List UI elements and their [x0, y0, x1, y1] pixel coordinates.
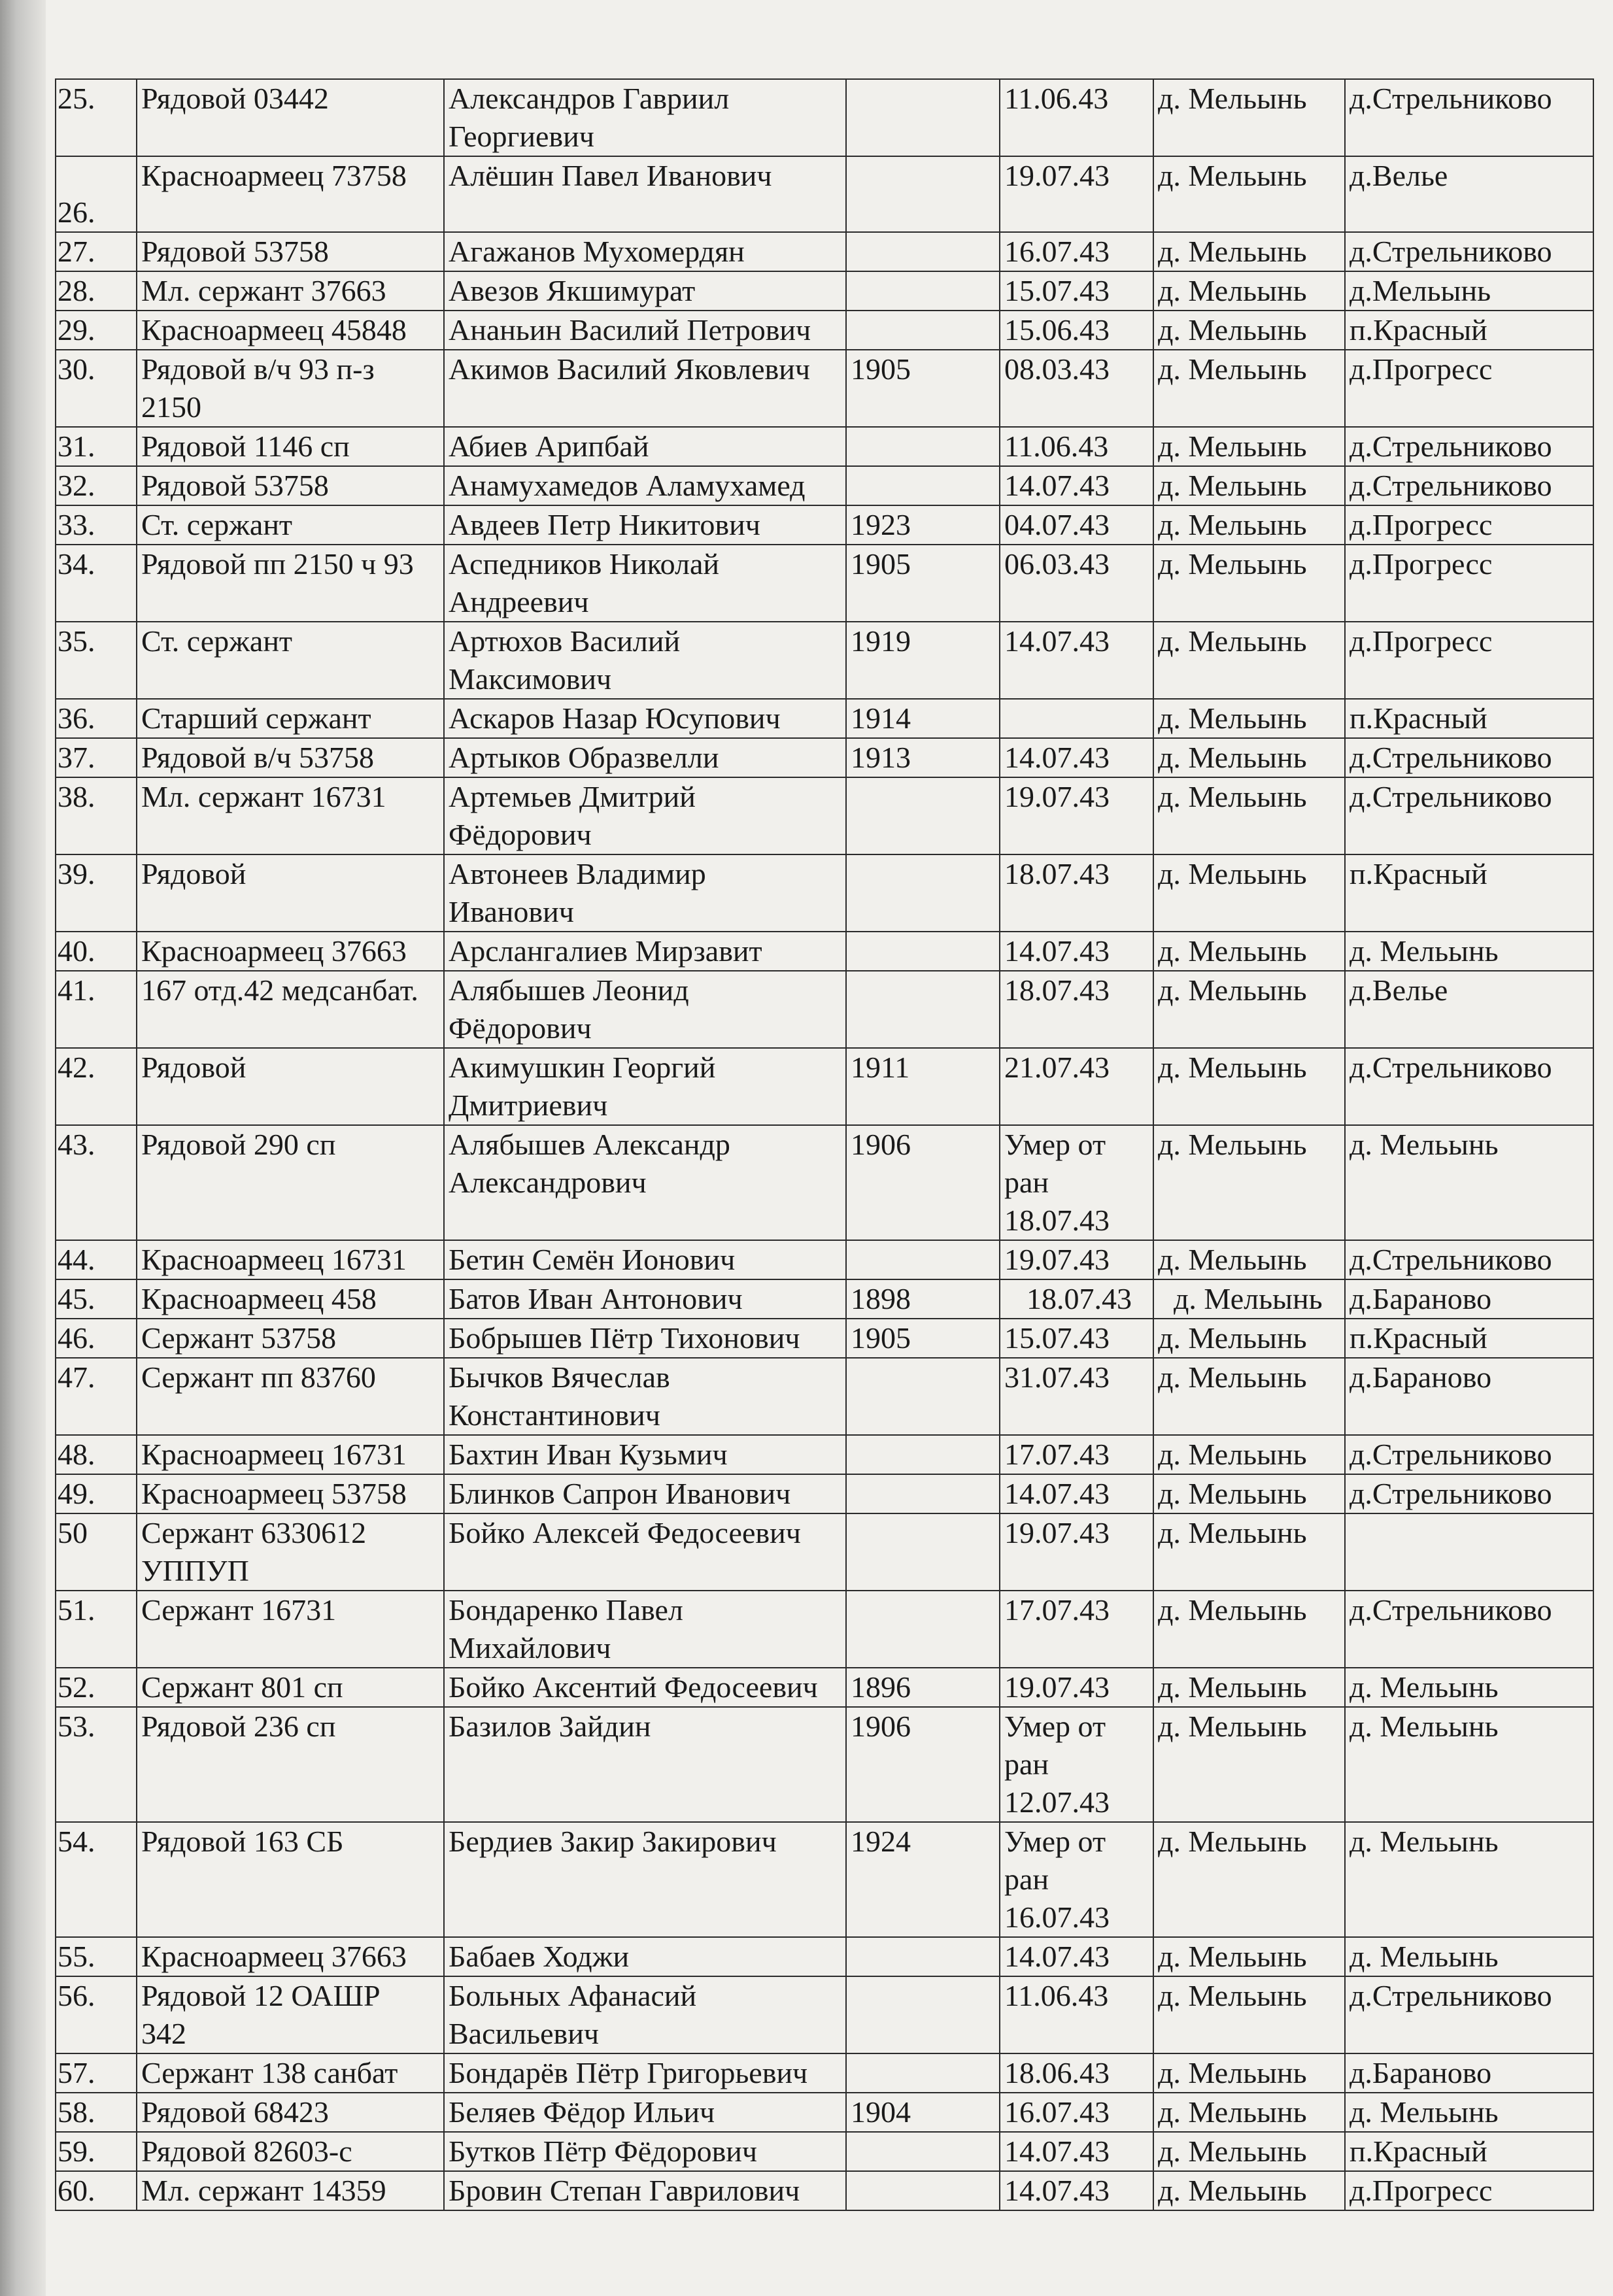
cell-burial-place: д.Прогресс — [1345, 622, 1593, 699]
cell-death-date: 17.07.43 — [1000, 1591, 1153, 1668]
cell-death-place: д. Мельынь — [1153, 1358, 1345, 1435]
cell-death-place: д. Мельынь — [1153, 2132, 1345, 2171]
cell-death-place: д. Мельынь — [1153, 2093, 1345, 2132]
cell-full-name: Аспедников Николай Андреевич — [444, 545, 846, 622]
table-row — [56, 1937, 1593, 1976]
cell-full-name: Аскаров Назар Юсупович — [444, 699, 846, 738]
cell-full-name: Блинков Сапрон Иванович — [444, 1474, 846, 1513]
cell-death-date: 06.03.43 — [1000, 545, 1153, 622]
cell-death-place: д. Мельынь — [1153, 738, 1345, 777]
cell-full-name: Бетин Семён Ионович — [444, 1240, 846, 1279]
table-row — [56, 1240, 1593, 1279]
cell-rank-unit: Красноармеец 53758 — [137, 1474, 444, 1513]
cell-burial-place: д.Прогресс — [1345, 350, 1593, 427]
cell-full-name: Агажанов Мухомердян — [444, 232, 846, 271]
table-row — [56, 271, 1593, 311]
table-row — [56, 699, 1593, 738]
cell-rank-unit: Красноармеец 73758 — [137, 156, 444, 232]
cell-birth-year — [846, 156, 1000, 232]
cell-row-number: 58. — [56, 2093, 137, 2132]
cell-row-number: 56. — [56, 1976, 137, 2053]
cell-birth-year: 1911 — [846, 1048, 1000, 1125]
cell-rank-unit: Рядовой 53758 — [137, 466, 444, 505]
cell-birth-year — [846, 1937, 1000, 1976]
cell-rank-unit: Красноармеец 45848 — [137, 311, 444, 350]
cell-birth-year — [846, 932, 1000, 971]
cell-row-number: 49. — [56, 1474, 137, 1513]
cell-burial-place: п.Красный — [1345, 311, 1593, 350]
table-row — [56, 1435, 1593, 1474]
cell-death-place: д. Мельынь — [1153, 1435, 1345, 1474]
table-body — [56, 79, 1593, 2210]
cell-death-place: д. Мельынь — [1153, 2053, 1345, 2093]
cell-rank-unit: Рядовой в/ч 93 п-з 2150 — [137, 350, 444, 427]
cell-rank-unit: Рядовой 163 СБ — [137, 1822, 444, 1937]
cell-row-number: 43. — [56, 1125, 137, 1240]
cell-row-number: 51. — [56, 1591, 137, 1668]
cell-rank-unit: Мл. сержант 16731 — [137, 777, 444, 854]
table-row — [56, 79, 1593, 156]
cell-burial-place: д.Стрельниково — [1345, 1435, 1593, 1474]
cell-full-name: Базилов Зайдин — [444, 1707, 846, 1822]
cell-rank-unit: Рядовой — [137, 1048, 444, 1125]
cell-death-date: 14.07.43 — [1000, 622, 1153, 699]
cell-death-date: 14.07.43 — [1000, 2171, 1153, 2210]
cell-birth-year — [846, 777, 1000, 854]
table-row — [56, 545, 1593, 622]
cell-rank-unit: Ст. сержант — [137, 505, 444, 545]
cell-row-number: 57. — [56, 2053, 137, 2093]
cell-death-date: 15.07.43 — [1000, 1319, 1153, 1358]
cell-burial-place: д.Стрельниково — [1345, 738, 1593, 777]
cell-rank-unit: Мл. сержант 14359 — [137, 2171, 444, 2210]
cell-row-number: 39. — [56, 854, 137, 932]
cell-birth-year: 1914 — [846, 699, 1000, 738]
cell-birth-year — [846, 1240, 1000, 1279]
cell-birth-year — [846, 427, 1000, 466]
cell-full-name: Бобрышев Пётр Тихонович — [444, 1319, 846, 1358]
cell-row-number: 32. — [56, 466, 137, 505]
cell-burial-place: д.Прогресс — [1345, 545, 1593, 622]
cell-rank-unit: Сержант пп 83760 — [137, 1358, 444, 1435]
cell-full-name: Бутков Пётр Фёдорович — [444, 2132, 846, 2171]
table-row — [56, 505, 1593, 545]
table-row — [56, 854, 1593, 932]
cell-death-date: 15.06.43 — [1000, 311, 1153, 350]
table-row — [56, 2093, 1593, 2132]
table-row — [56, 1474, 1593, 1513]
cell-death-place: д. Мельынь — [1153, 156, 1345, 232]
burial-list-page — [55, 78, 1593, 2211]
cell-death-place: д. Мельынь — [1153, 777, 1345, 854]
cell-death-place: д. Мельынь — [1153, 1513, 1345, 1591]
cell-row-number: 50 — [56, 1513, 137, 1591]
cell-burial-place: д. Мельынь — [1345, 1125, 1593, 1240]
cell-burial-place: д.Стрельниково — [1345, 1474, 1593, 1513]
cell-death-place: д. Мельынь — [1153, 2171, 1345, 2210]
cell-row-number: 26. — [56, 156, 137, 232]
cell-birth-year — [846, 854, 1000, 932]
cell-row-number: 45. — [56, 1279, 137, 1319]
cell-rank-unit: Рядовой в/ч 53758 — [137, 738, 444, 777]
cell-birth-year — [846, 2171, 1000, 2210]
table-row — [56, 738, 1593, 777]
cell-burial-place: д.Бараново — [1345, 1358, 1593, 1435]
cell-birth-year — [846, 1474, 1000, 1513]
cell-rank-unit: Рядовой 12 ОАШР 342 — [137, 1976, 444, 2053]
cell-birth-year — [846, 1976, 1000, 2053]
cell-birth-year: 1906 — [846, 1125, 1000, 1240]
cell-death-date: Умер от ран 16.07.43 — [1000, 1822, 1153, 1937]
cell-full-name: Акимушкин Георгий Дмитриевич — [444, 1048, 846, 1125]
cell-death-place: д. Мельынь — [1153, 1976, 1345, 2053]
cell-death-place: д. Мельынь — [1153, 1668, 1345, 1707]
cell-rank-unit: Сержант 801 сп — [137, 1668, 444, 1707]
cell-death-date: 18.06.43 — [1000, 2053, 1153, 2093]
cell-burial-place: д. Мельынь — [1345, 1937, 1593, 1976]
cell-rank-unit: Красноармеец 37663 — [137, 1937, 444, 1976]
cell-burial-place: д.Стрельниково — [1345, 466, 1593, 505]
table-row — [56, 1125, 1593, 1240]
cell-row-number: 31. — [56, 427, 137, 466]
cell-row-number: 54. — [56, 1822, 137, 1937]
burial-list-table — [55, 78, 1594, 2211]
cell-burial-place: д.Стрельниково — [1345, 232, 1593, 271]
cell-death-place: д. Мельынь — [1153, 699, 1345, 738]
cell-rank-unit: Сержант 53758 — [137, 1319, 444, 1358]
cell-full-name: Артемьев Дмитрий Фёдорович — [444, 777, 846, 854]
table-row — [56, 1668, 1593, 1707]
cell-rank-unit: Рядовой пп 2150 ч 93 — [137, 545, 444, 622]
cell-death-date: 19.07.43 — [1000, 777, 1153, 854]
cell-full-name: Алябышев Леонид Фёдорович — [444, 971, 846, 1048]
cell-burial-place: д.Мельынь — [1345, 271, 1593, 311]
cell-death-date: 19.07.43 — [1000, 156, 1153, 232]
table-row — [56, 971, 1593, 1048]
cell-death-date: 14.07.43 — [1000, 1937, 1153, 1976]
cell-death-date: 18.07.43 — [1000, 971, 1153, 1048]
cell-full-name: Бойко Аксентий Федосеевич — [444, 1668, 846, 1707]
cell-rank-unit: Рядовой 68423 — [137, 2093, 444, 2132]
cell-death-place: д. Мельынь — [1153, 79, 1345, 156]
cell-row-number: 53. — [56, 1707, 137, 1822]
cell-birth-year: 1904 — [846, 2093, 1000, 2132]
cell-row-number: 48. — [56, 1435, 137, 1474]
cell-death-date: 19.07.43 — [1000, 1668, 1153, 1707]
cell-burial-place: д.Стрельниково — [1345, 79, 1593, 156]
table-row — [56, 1319, 1593, 1358]
cell-rank-unit: Рядовой 1146 сп — [137, 427, 444, 466]
cell-burial-place: д.Велье — [1345, 156, 1593, 232]
cell-burial-place: д.Стрельниково — [1345, 1591, 1593, 1668]
cell-death-date: 11.06.43 — [1000, 1976, 1153, 2053]
cell-burial-place: д.Прогресс — [1345, 2171, 1593, 2210]
cell-rank-unit: Старший сержант — [137, 699, 444, 738]
cell-death-date: Умер от ран 12.07.43 — [1000, 1707, 1153, 1822]
cell-death-place: д. Мельынь — [1153, 1125, 1345, 1240]
cell-full-name: Анамухамедов Аламухамед — [444, 466, 846, 505]
cell-full-name: Авезов Якшимурат — [444, 271, 846, 311]
cell-burial-place: п.Красный — [1345, 1319, 1593, 1358]
cell-row-number: 36. — [56, 699, 137, 738]
cell-death-date: 17.07.43 — [1000, 1435, 1153, 1474]
cell-birth-year — [846, 2053, 1000, 2093]
cell-death-date: 14.07.43 — [1000, 466, 1153, 505]
table-row — [56, 1279, 1593, 1319]
cell-birth-year — [846, 1591, 1000, 1668]
cell-rank-unit: Рядовой 236 сп — [137, 1707, 444, 1822]
cell-burial-place: д. Мельынь — [1345, 1822, 1593, 1937]
cell-birth-year: 1919 — [846, 622, 1000, 699]
cell-row-number: 38. — [56, 777, 137, 854]
cell-death-date: 14.07.43 — [1000, 1474, 1153, 1513]
cell-death-date: Умер от ран 18.07.43 — [1000, 1125, 1153, 1240]
cell-death-place: д. Мельынь — [1153, 1240, 1345, 1279]
cell-burial-place: п.Красный — [1345, 2132, 1593, 2171]
cell-burial-place: д. Мельынь — [1345, 1707, 1593, 1822]
cell-burial-place: д.Стрельниково — [1345, 777, 1593, 854]
cell-row-number: 55. — [56, 1937, 137, 1976]
cell-burial-place — [1345, 1513, 1593, 1591]
cell-full-name: Акимов Василий Яковлевич — [444, 350, 846, 427]
table-row — [56, 350, 1593, 427]
cell-burial-place: д. Мельынь — [1345, 2093, 1593, 2132]
cell-birth-year: 1924 — [846, 1822, 1000, 1937]
cell-death-place: д. Мельынь — [1153, 505, 1345, 545]
cell-death-date: 11.06.43 — [1000, 427, 1153, 466]
cell-rank-unit: Сержант 6330612 УППУП — [137, 1513, 444, 1591]
cell-death-place: д. Мельынь — [1153, 1707, 1345, 1822]
cell-death-date: 18.07.43 — [1000, 854, 1153, 932]
cell-birth-year — [846, 271, 1000, 311]
cell-death-place: д. Мельынь — [1153, 311, 1345, 350]
cell-full-name: Александров Гавриил Георгиевич — [444, 79, 846, 156]
cell-birth-year: 1896 — [846, 1668, 1000, 1707]
cell-row-number: 34. — [56, 545, 137, 622]
cell-burial-place: д.Стрельниково — [1345, 427, 1593, 466]
table-row — [56, 2171, 1593, 2210]
table-row — [56, 2053, 1593, 2093]
cell-birth-year: 1923 — [846, 505, 1000, 545]
table-row — [56, 427, 1593, 466]
cell-full-name: Ананьин Василий Петрович — [444, 311, 846, 350]
cell-rank-unit: Рядовой 53758 — [137, 232, 444, 271]
cell-full-name: Артюхов Василий Максимович — [444, 622, 846, 699]
cell-row-number: 30. — [56, 350, 137, 427]
cell-row-number: 27. — [56, 232, 137, 271]
cell-death-place: д. Мельынь — [1153, 1319, 1345, 1358]
cell-burial-place: п.Красный — [1345, 854, 1593, 932]
cell-death-place: д. Мельынь — [1153, 622, 1345, 699]
table-row — [56, 466, 1593, 505]
cell-birth-year: 1905 — [846, 545, 1000, 622]
table-row — [56, 156, 1593, 232]
cell-burial-place: д. Мельынь — [1345, 932, 1593, 971]
cell-death-place: д. Мельынь — [1153, 545, 1345, 622]
cell-death-place: д. Мельынь — [1153, 350, 1345, 427]
cell-death-date: 16.07.43 — [1000, 2093, 1153, 2132]
cell-burial-place: д.Стрельниково — [1345, 1240, 1593, 1279]
cell-death-place: д. Мельынь — [1153, 932, 1345, 971]
table-row — [56, 932, 1593, 971]
cell-row-number: 29. — [56, 311, 137, 350]
cell-row-number: 42. — [56, 1048, 137, 1125]
cell-birth-year — [846, 971, 1000, 1048]
cell-death-date: 11.06.43 — [1000, 79, 1153, 156]
cell-row-number: 60. — [56, 2171, 137, 2210]
cell-full-name: Артыков Образвелли — [444, 738, 846, 777]
cell-full-name: Абиев Арипбай — [444, 427, 846, 466]
cell-full-name: Арслангалиев Мирзавит — [444, 932, 846, 971]
cell-death-date: 16.07.43 — [1000, 232, 1153, 271]
table-row — [56, 1358, 1593, 1435]
cell-full-name: Бычков Вячеслав Константинович — [444, 1358, 846, 1435]
cell-row-number: 47. — [56, 1358, 137, 1435]
table-row — [56, 311, 1593, 350]
cell-rank-unit: Рядовой 82603-с — [137, 2132, 444, 2171]
cell-full-name: Авдеев Петр Никитович — [444, 505, 846, 545]
cell-death-place: д. Мельынь — [1153, 1279, 1345, 1319]
cell-rank-unit: Рядовой 03442 — [137, 79, 444, 156]
cell-burial-place: д.Велье — [1345, 971, 1593, 1048]
cell-rank-unit: Рядовой — [137, 854, 444, 932]
cell-full-name: Батов Иван Антонович — [444, 1279, 846, 1319]
cell-birth-year — [846, 466, 1000, 505]
cell-rank-unit: Мл. сержант 37663 — [137, 271, 444, 311]
cell-birth-year: 1898 — [846, 1279, 1000, 1319]
table-row — [56, 1976, 1593, 2053]
cell-full-name: Бахтин Иван Кузьмич — [444, 1435, 846, 1474]
cell-death-place: д. Мельынь — [1153, 854, 1345, 932]
cell-rank-unit: Красноармеец 37663 — [137, 932, 444, 971]
table-row — [56, 777, 1593, 854]
cell-death-place: д. Мельынь — [1153, 1474, 1345, 1513]
cell-row-number: 37. — [56, 738, 137, 777]
cell-full-name: Алёшин Павел Иванович — [444, 156, 846, 232]
table-row — [56, 1048, 1593, 1125]
cell-death-place: д. Мельынь — [1153, 271, 1345, 311]
table-row — [56, 1513, 1593, 1591]
cell-row-number: 59. — [56, 2132, 137, 2171]
cell-death-date: 08.03.43 — [1000, 350, 1153, 427]
cell-rank-unit: Красноармеец 458 — [137, 1279, 444, 1319]
cell-rank-unit: Сержант 16731 — [137, 1591, 444, 1668]
cell-birth-year — [846, 311, 1000, 350]
cell-birth-year — [846, 1513, 1000, 1591]
cell-rank-unit: Рядовой 290 сп — [137, 1125, 444, 1240]
table-row — [56, 622, 1593, 699]
cell-birth-year — [846, 1358, 1000, 1435]
cell-burial-place: п.Красный — [1345, 699, 1593, 738]
cell-burial-place: д.Стрельниково — [1345, 1048, 1593, 1125]
cell-death-date: 14.07.43 — [1000, 2132, 1153, 2171]
cell-row-number: 28. — [56, 271, 137, 311]
cell-row-number: 40. — [56, 932, 137, 971]
cell-birth-year: 1913 — [846, 738, 1000, 777]
cell-death-place: д. Мельынь — [1153, 466, 1345, 505]
cell-birth-year — [846, 79, 1000, 156]
cell-birth-year — [846, 2132, 1000, 2171]
cell-rank-unit: Сержант 138 санбат — [137, 2053, 444, 2093]
table-row — [56, 232, 1593, 271]
table-row — [56, 1822, 1593, 1937]
cell-full-name: Бондаренко Павел Михайлович — [444, 1591, 846, 1668]
cell-row-number: 52. — [56, 1668, 137, 1707]
cell-row-number: 44. — [56, 1240, 137, 1279]
cell-birth-year: 1906 — [846, 1707, 1000, 1822]
cell-burial-place: д.Бараново — [1345, 1279, 1593, 1319]
cell-burial-place: д.Бараново — [1345, 2053, 1593, 2093]
cell-death-place: д. Мельынь — [1153, 1937, 1345, 1976]
cell-death-date: 14.07.43 — [1000, 932, 1153, 971]
cell-full-name: Больных Афанасий Васильевич — [444, 1976, 846, 2053]
cell-birth-year — [846, 232, 1000, 271]
cell-row-number: 25. — [56, 79, 137, 156]
cell-rank-unit: 167 отд.42 медсанбат. — [137, 971, 444, 1048]
table-row — [56, 2132, 1593, 2171]
cell-death-place: д. Мельынь — [1153, 971, 1345, 1048]
cell-birth-year — [846, 1435, 1000, 1474]
cell-burial-place: д.Прогресс — [1345, 505, 1593, 545]
cell-rank-unit: Красноармеец 16731 — [137, 1240, 444, 1279]
table-row — [56, 1707, 1593, 1822]
cell-rank-unit: Красноармеец 16731 — [137, 1435, 444, 1474]
cell-death-place: д. Мельынь — [1153, 232, 1345, 271]
cell-death-date: 15.07.43 — [1000, 271, 1153, 311]
cell-death-date: 14.07.43 — [1000, 738, 1153, 777]
cell-birth-year: 1905 — [846, 1319, 1000, 1358]
scan-shadow-edge — [0, 0, 46, 2296]
cell-full-name: Бабаев Ходжи — [444, 1937, 846, 1976]
cell-death-date: 31.07.43 — [1000, 1358, 1153, 1435]
cell-death-date: 04.07.43 — [1000, 505, 1153, 545]
cell-row-number: 41. — [56, 971, 137, 1048]
cell-full-name: Беляев Фёдор Ильич — [444, 2093, 846, 2132]
cell-death-place: д. Мельынь — [1153, 1822, 1345, 1937]
cell-rank-unit: Ст. сержант — [137, 622, 444, 699]
cell-death-place: д. Мельынь — [1153, 427, 1345, 466]
cell-death-date: 19.07.43 — [1000, 1240, 1153, 1279]
cell-death-date: 21.07.43 — [1000, 1048, 1153, 1125]
cell-death-date — [1000, 699, 1153, 738]
cell-full-name: Алябышев Александр Александрович — [444, 1125, 846, 1240]
cell-death-date: 19.07.43 — [1000, 1513, 1153, 1591]
cell-burial-place: д.Стрельниково — [1345, 1976, 1593, 2053]
cell-full-name: Бойко Алексей Федосеевич — [444, 1513, 846, 1591]
cell-row-number: 35. — [56, 622, 137, 699]
cell-death-place: д. Мельынь — [1153, 1591, 1345, 1668]
cell-death-place: д. Мельынь — [1153, 1048, 1345, 1125]
cell-row-number: 46. — [56, 1319, 137, 1358]
cell-burial-place: д. Мельынь — [1345, 1668, 1593, 1707]
cell-full-name: Бровин Степан Гаврилович — [444, 2171, 846, 2210]
cell-full-name: Бондарёв Пётр Григорьевич — [444, 2053, 846, 2093]
cell-full-name: Автонеев Владимир Иванович — [444, 854, 846, 932]
table-row — [56, 1591, 1593, 1668]
cell-death-date: 18.07.43 — [1000, 1279, 1153, 1319]
cell-full-name: Бердиев Закир Закирович — [444, 1822, 846, 1937]
cell-row-number: 33. — [56, 505, 137, 545]
cell-birth-year: 1905 — [846, 350, 1000, 427]
